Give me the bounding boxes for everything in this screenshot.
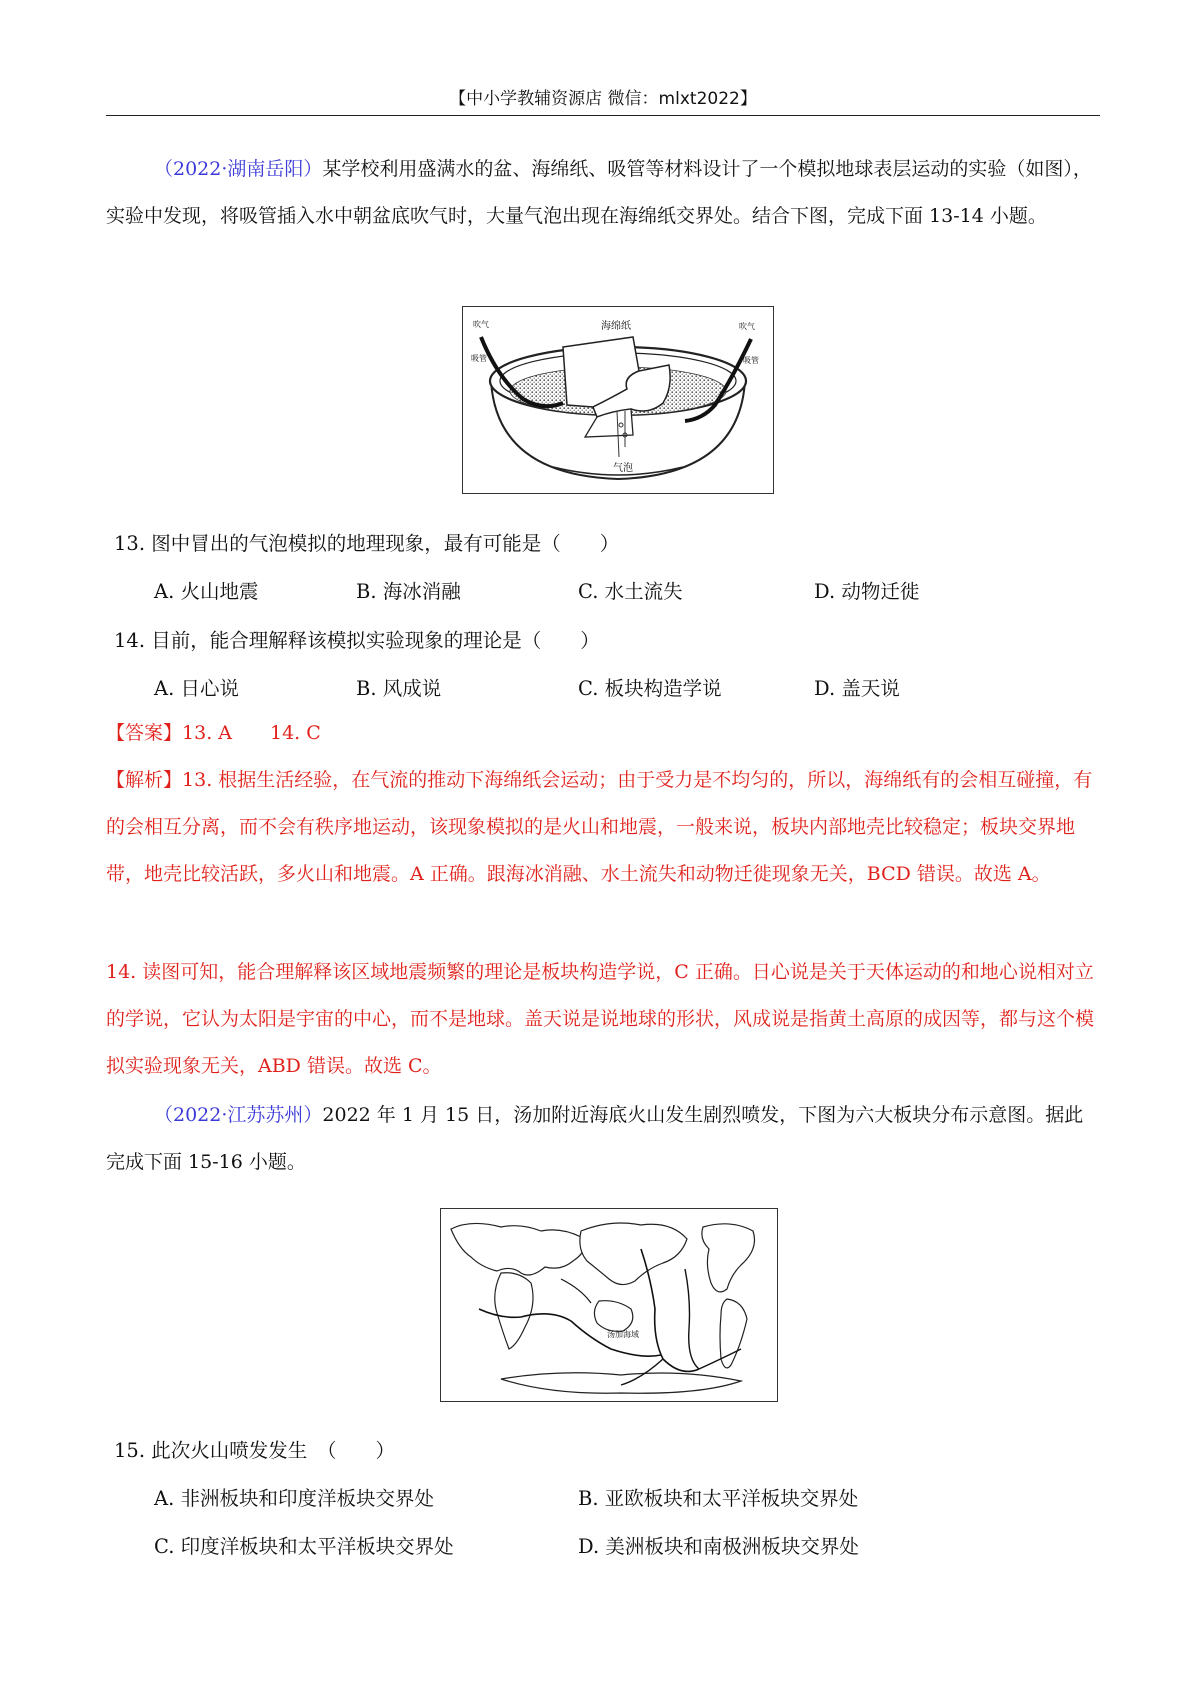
q14-option-a: A. 日心说	[154, 677, 239, 700]
q14-option-b: B. 风成说	[356, 677, 442, 700]
analysis-label: 【解析】	[106, 769, 183, 791]
figure-basin-experiment	[462, 306, 774, 494]
source-tag-2: （2022·江苏苏州）	[154, 1104, 323, 1126]
intro-paragraph-2	[106, 1092, 1100, 1186]
answer-label: 【答案】	[106, 722, 183, 744]
question-14-stem: 14. 目前，能合理解释该模拟实验现象的理论是（ ）	[114, 629, 600, 652]
basin-illustration	[463, 307, 773, 493]
question-15-stem: 15. 此次火山喷发发生 （ ）	[114, 1439, 395, 1462]
analysis-text-13: 13. 根据生活经验，在气流的推动下海绵纸会运动；由于受力是不均匀的，所以，海绵纸有的会相互碰撞，有的会相互分离，而不会有秩序地运动，该现象模拟的是火山和地震，一般来说，板块内部地壳比较稳定；板块交界地带，地壳比较活跃，多火山和地震。A 正确。跟海冰消融、水土流失和动物迁徙现象无关，BCD 错误。故选 A。	[106, 769, 1093, 885]
intro-text-1: 某学校利用盛满水的盆、海绵纸、吸管等材料设计了一个模拟地球表层运动的实验（如图），实验中发现，将吸管插入水中朝盆底吹气时，大量气泡出现在海绵纸交界处。结合下图，完成下面 13-14 小题。	[106, 158, 1092, 227]
figure-plate-map	[440, 1208, 778, 1402]
label-sponge: 海绵纸	[601, 321, 631, 332]
label-bubble: 气泡	[613, 463, 633, 474]
q13-option-d: D. 动物迁徙	[814, 580, 920, 603]
answer-line	[106, 710, 1100, 757]
analysis-paragraph-14: 14. 读图可知，能合理解释该区域地震频繁的理论是板块构造学说，C 正确。日心说是关于天体运动的和地心说相对立的学说，它认为太阳是宇宙的中心，而不是地球。盖天说是说地球的形状，风成说是指黄土高原的成因等，都与这个模拟实验现象无关，ABD 错误。故选 C。	[106, 961, 1095, 1077]
q14-option-d: D. 盖天说	[814, 677, 900, 700]
source-tag-1: （2022·湖南岳阳）	[154, 158, 323, 180]
q15-option-b: B. 亚欧板块和太平洋板块交界处	[578, 1487, 859, 1510]
analysis-paragraph-13	[106, 757, 1100, 898]
answer-text: 13. A 14. C	[182, 722, 321, 744]
q14-option-c: C. 板块构造学说	[578, 677, 722, 700]
label-straw-right: 吸管	[743, 356, 759, 365]
question-13-stem: 13. 图中冒出的气泡模拟的地理现象，最有可能是（ ）	[114, 532, 620, 555]
label-tonga-area: 汤加海域	[607, 1330, 639, 1339]
q15-option-d: D. 美洲板块和南极洲板块交界处	[578, 1535, 859, 1558]
intro-text-2: 2022 年 1 月 15 日，汤加附近海底火山发生剧烈喷发，下图为六大板块分布示意图。据此完成下面 15-16 小题。	[106, 1104, 1084, 1173]
label-blow-left: 吹气	[473, 320, 489, 329]
q13-option-b: B. 海冰消融	[356, 580, 461, 603]
header-divider	[106, 115, 1100, 116]
intro-paragraph-1	[106, 146, 1100, 240]
q15-option-a: A. 非洲板块和印度洋板块交界处	[154, 1487, 434, 1510]
plate-map-illustration	[441, 1209, 777, 1401]
q13-option-a: A. 火山地震	[154, 580, 259, 603]
q13-option-c: C. 水土流失	[578, 580, 683, 603]
page-header: 【中小学教辅资源店 微信：mlxt2022】	[449, 89, 757, 109]
label-straw-left: 吸管	[471, 354, 487, 363]
q15-option-c: C. 印度洋板块和太平洋板块交界处	[154, 1535, 454, 1558]
label-blow-right: 吹气	[739, 322, 755, 331]
